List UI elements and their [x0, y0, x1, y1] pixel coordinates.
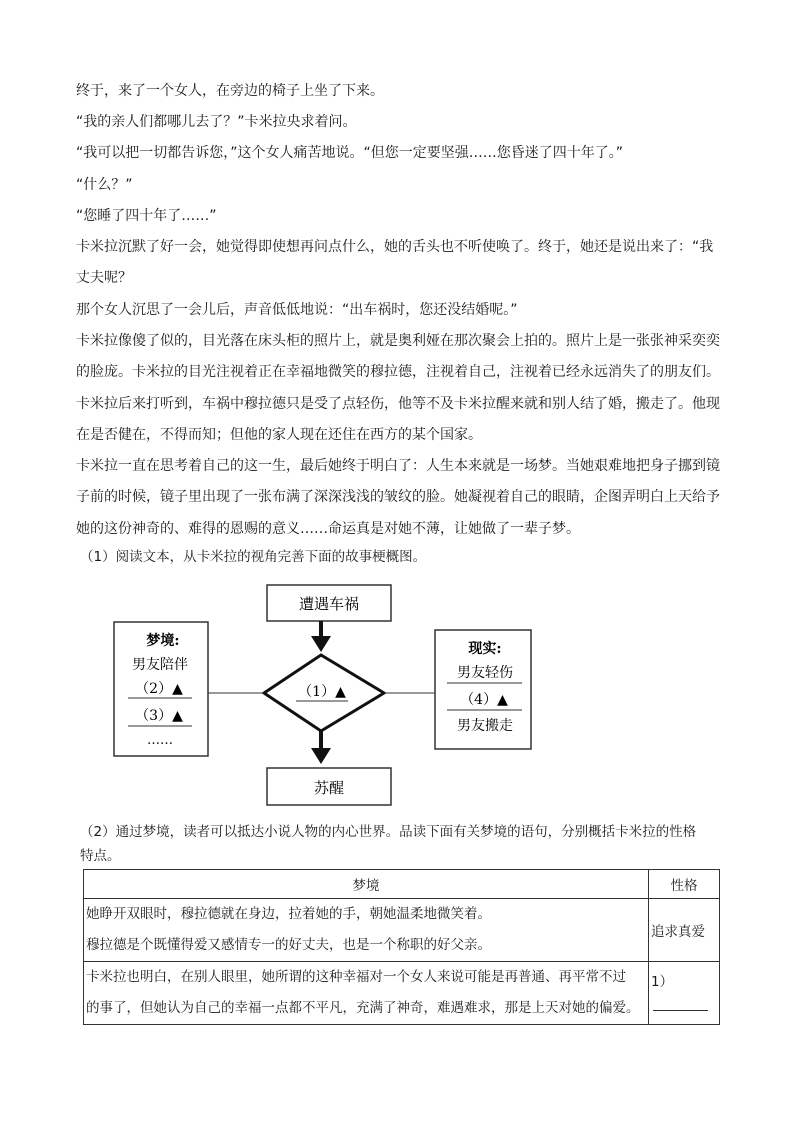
reality-item: 男友搬走 — [457, 718, 513, 734]
story-line: 卡米拉后来打听到，车祸中穆拉德只是受了点轻伤，他等不及卡米拉醒来就和别人结了婚，搬走了。他现 — [76, 396, 720, 412]
question-2-line: （2）通过梦境，读者可以抵达小说人物的内心世界。品读下面有关梦境的语句，分别概括卡米拉的性格 — [80, 824, 697, 840]
story-line: “什么？” — [76, 177, 133, 193]
dream-title: 梦境: — [146, 633, 180, 649]
arrow-down-icon — [311, 748, 331, 764]
story-line: 的脸庞。卡米拉的目光注视着正在幸福地微笑的穆拉德，注视着自己，注视着已经永远消失了的朋友们。 — [76, 364, 720, 380]
story-line: “我可以把一切都告诉您，”这个女人痛苦地说。“但您一定要坚强……您昏迷了四十年了。” — [76, 145, 624, 161]
question-2-line: 特点。 — [80, 848, 121, 864]
story-line: 子前的时候，镜子里出现了一张布满了深深浅浅的皱纹的脸。她凝视着自己的眼睛，企图弄明白上天给予 — [76, 489, 720, 505]
dream-item: …… — [147, 733, 173, 748]
dream-cell — [84, 899, 649, 962]
trait-answer-number: 1） — [651, 974, 674, 990]
table-row — [84, 962, 720, 1025]
story-line: 卡米拉像傻了似的，目光落在床头柜的照片上，就是奥利娅在那次聚会上拍的。照片上是一张张神采奕奕 — [76, 333, 720, 349]
dream-line: 她睁开双眼时，穆拉德就在身边，拉着她的手，朝她温柔地微笑着。 — [86, 906, 491, 922]
diagram-top-label: 遭遇车祸 — [298, 595, 360, 613]
story-line: “您睡了四十年了……” — [76, 208, 217, 224]
dream-item: 男友陪伴 — [132, 657, 188, 673]
arrow-down-icon — [311, 636, 331, 652]
dream-item: （3）▲ — [135, 708, 183, 724]
dream-line: 的事了，但她认为自己的幸福一点都不平凡，充满了神奇，难遇难求，那是上天对她的偏爱。 — [86, 1000, 640, 1016]
reality-item: 男友轻伤 — [457, 665, 513, 681]
table-header-dream: 梦境 — [84, 870, 649, 899]
reality-item: （4）▲ — [460, 692, 508, 708]
diagram-center-label: （1）▲ — [298, 684, 346, 700]
dream-trait-table — [83, 869, 720, 1025]
dream-item: （2）▲ — [135, 681, 183, 697]
dream-line: 穆拉德是个既懂得爱又感情专一的好丈夫，也是一个称职的好父亲。 — [86, 937, 491, 953]
story-line: “我的亲人们都哪儿去了？”卡米拉央求着问。 — [76, 114, 357, 130]
question-1: （1）阅读文本，从卡米拉的视角完善下面的故事梗概图。 — [80, 549, 427, 565]
dream-cell — [84, 962, 649, 1025]
table-header-trait: 性格 — [649, 870, 720, 899]
reality-title: 现实: — [468, 641, 502, 657]
table-header-row — [84, 870, 720, 899]
story-diagram — [110, 580, 540, 812]
story-line: 丈夫呢？ — [76, 270, 132, 286]
story-line: 在是否健在，不得而知；但他的家人现在还住在西方的某个国家。 — [76, 427, 482, 443]
answer-blank[interactable] — [653, 994, 708, 1011]
dream-line: 卡米拉也明白，在别人眼里，她所谓的这种幸福对一个女人来说可能是再普通、再平常不过 — [86, 969, 626, 985]
story-line: 她的这份神奇的、难得的恩赐的意义……命运真是对她不薄，让她做了一辈子梦。 — [76, 521, 580, 537]
story-line: 卡米拉沉默了好一会，她觉得即使想再问点什么，她的舌头也不听使唤了。终于，她还是说出来了：“我 — [76, 239, 714, 255]
table-row — [84, 899, 720, 962]
story-line: 终于，来了一个女人，在旁边的椅子上坐了下来。 — [76, 83, 384, 99]
trait-cell — [649, 962, 720, 1025]
story-line: 卡米拉一直在思考着自己的这一生，最后她终于明白了：人生本来就是一场梦。当她艰难地把身子挪到镜 — [76, 458, 720, 474]
trait-cell: 追求真爱 — [649, 899, 720, 962]
diagram-bottom-label: 苏醒 — [313, 779, 345, 797]
story-line: 那个女人沉思了一会儿后，声音低低地说：“出车祸时，您还没结婚呢。” — [76, 302, 518, 318]
